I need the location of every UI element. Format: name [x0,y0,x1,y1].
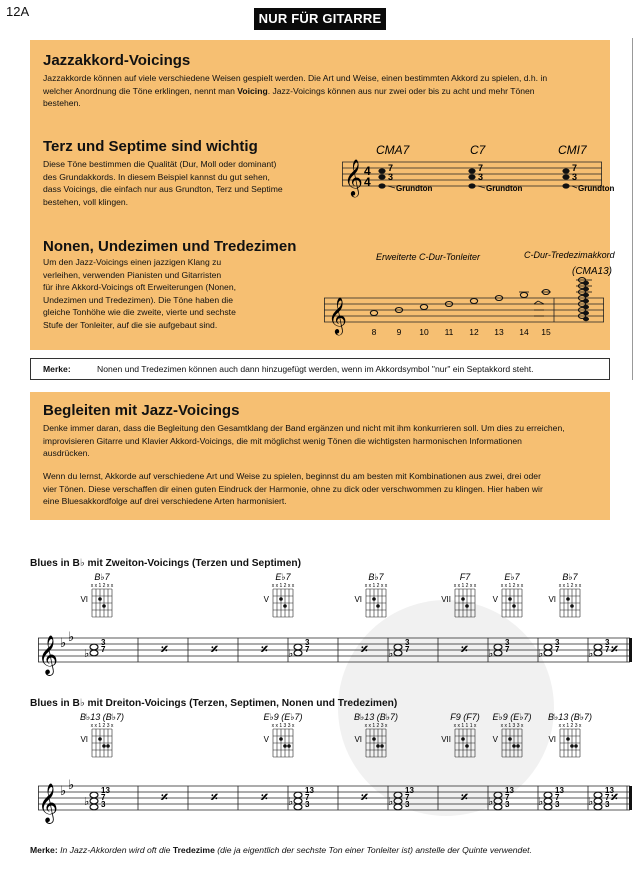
voicings-line-2-post: . Jazz-Voicings können aus nur zwei oder bis zu acht und mehr Tönen [267,85,535,96]
chord-diagram [354,572,387,617]
nonen-line-1: Um den Jazz-Voicings einen jazzigen Klang zu [43,257,222,267]
repeat-measure-icon: 𝄎 [261,641,268,657]
begleiten-paragraph-1 [43,422,608,460]
svg-text:4: 4 [364,175,371,189]
degree-label: 15 [541,327,551,337]
interval-label: 7 [605,793,610,802]
flat-icon: ♭ [538,648,544,660]
repeat-measure-icon: 𝄎 [211,789,218,805]
interval-label: 3 [101,800,106,809]
note-head [594,644,602,650]
note-head [394,644,402,650]
string-markers: x x 1 2 x x [364,583,388,589]
blues2-system [30,712,636,820]
svg-text:4: 4 [364,164,371,178]
terz-line-4: bestehen, voll klingen. [43,196,129,207]
string-markers: x x 1 2 3 x [558,723,582,729]
blues2-title: Blues in B♭ mit Dreiton-Voicings (Terzen, Septimen, Nonen und Tredezimen) [30,698,398,709]
terz-line-2: des Grundakkords. In diesem Beispiel kannst du gut sehen, [43,171,270,182]
treble-clef-icon: 𝄞 [38,784,59,822]
page-edge-rule [632,38,633,380]
voicing-term: Voicing [237,85,268,96]
finger-dot [566,597,570,601]
chord-notes [488,638,510,660]
flat-icon: ♭ [60,783,67,798]
note-head [594,804,602,810]
interval-label: 3 [555,800,560,809]
tredezime-term: Tredezime [172,845,215,855]
interval-label: 7 [505,645,510,654]
chord-diagram [492,712,531,757]
interval-label: 3 [478,172,484,182]
grundton-label: Grundton [578,184,615,193]
chord-name: B♭13 (B♭7) [353,712,399,722]
nonen-line-5: gleiche Tonhöhe wie die zweite, vierte und sechste [43,307,236,318]
chord-name: E♭9 (E♭7) [263,712,303,722]
fret-position: V [492,595,498,604]
footer-merke-label: Merke: [30,845,58,855]
string-markers: x x 1 2 3 x [90,723,114,729]
chord-diagram [354,712,398,757]
chord-name: B♭13 (B♭7) [79,712,125,722]
chord-diagram [493,572,524,617]
finger-dot [376,744,380,748]
nonen-line-3: für ihre Akkord-Voicings oft Erweiterungen (Nonen, [43,282,236,293]
interval-label: 13 [605,786,614,795]
note-head [394,792,402,798]
chord-diagram [441,712,480,757]
begleiten-line: eine Bluesakkordfolge auf drei verschiedene Arten harmonisiert. [43,496,287,507]
note-head [594,798,602,804]
finger-dot [287,744,291,748]
finger-dot [372,597,376,601]
note-head [294,792,302,798]
note-head [494,798,502,804]
chord-name: B♭7 [94,572,110,582]
voicings-line-1: Jazzakkorde können auf viele verschiedene Weisen gespielt werden. Die Art und Weise, einen bestimmten Akkord zu spielen, d.h. in [43,73,548,83]
flat-icon: ♭ [488,796,494,808]
note-head [494,792,502,798]
degree-label: 14 [519,327,529,337]
flat-icon: ♭ [388,648,394,660]
interval-label: 3 [405,800,410,809]
begleiten-line: improvisieren Gitarre und Klavier Akkord-Voicings, die mit möglichst wenig Tönen die wichtigsten harmonischen Informationen [43,435,522,446]
treble-clef-icon: 𝄞 [344,159,363,195]
chord-name: F9 (F7) [450,712,480,722]
degree-label: 8 [371,327,377,337]
interval-label: 3 [305,638,310,647]
note-head [594,792,602,798]
voicings-line-3: bestehen. [43,98,81,109]
interval-label: 7 [605,645,610,654]
finger-dot [465,604,469,608]
flat-icon: ♭ [60,635,67,650]
chord-diagram [80,572,113,617]
note-head [494,644,502,650]
finger-dot [516,744,520,748]
chord-name: E♭7 [504,572,520,582]
flat-icon: ♭ [68,777,75,792]
finger-dot [376,604,380,608]
fret-position: VII [441,595,451,604]
flat-icon: ♭ [84,796,90,808]
grundton-label: Grundton [486,184,523,193]
finger-dot [283,744,287,748]
fret-position: VI [80,735,88,744]
interval-label: 7 [101,645,106,654]
finger-dot [98,597,102,601]
string-markers: x x 1 2 x x [558,583,582,589]
note-head [294,650,302,656]
begleiten-line: Denke immer daran, dass die Begleitung den Gesamtklang der Band ergänzen und nicht mit ihm konkurrieren soll. Um dies zu erreichen, [43,423,565,433]
note-head [544,792,552,798]
repeat-measure-icon: 𝄎 [611,789,618,805]
extended-scale-staff [324,248,615,338]
voicings-line-2-pre: welcher Anordnung die Töne erklingen, nennt man [43,85,238,96]
finger-dot [461,737,465,741]
interval-label: 13 [555,786,564,795]
finger-dot [279,597,283,601]
finger-dot [102,604,106,608]
chord-symbol-cma13: (CMA13) [572,266,613,277]
chord-symbol-cma7: CMA7 [376,143,410,157]
interval-label: 7 [478,163,484,173]
interval-label: 7 [305,645,310,654]
note-head [394,798,402,804]
chord-diagram [441,572,477,617]
string-markers: x x 1 2 x x [453,583,477,589]
finger-dot [570,744,574,748]
note-head [494,650,502,656]
degree-label: 13 [494,327,504,337]
nonen-text [43,256,313,332]
finger-dot [98,737,102,741]
interval-label: 13 [101,786,110,795]
finger-dot [372,737,376,741]
chord-name: B♭7 [368,572,384,582]
repeat-measure-icon: 𝄎 [211,641,218,657]
note-head [90,798,98,804]
interval-label: 3 [572,172,578,182]
chord-diagram [263,712,302,757]
interval-label: 3 [388,172,394,182]
string-markers: x x 1 3 3 x [500,723,524,729]
terz-septime-staff [342,138,615,202]
string-markers: x x 1 1 1 x [453,723,477,729]
blues1-system [30,572,636,674]
fret-position: V [492,735,498,744]
fret-position: VI [548,595,556,604]
nonen-line-2: verleihen, verwenden Pianisten und Gitarristen [43,269,222,280]
string-markers: x x 1 2 x x [90,583,114,589]
fret-position: V [263,595,269,604]
voicings-text [43,72,608,110]
fret-position: VI [80,595,88,604]
repeat-measure-icon: 𝄎 [611,641,618,657]
merke-text: Nonen und Tredezimen können auch dann hinzugefügt werden, wenn im Akkordsymbol "nur" ein Septakkord steht. [97,364,534,374]
note-head [544,804,552,810]
flat-icon: ♭ [84,648,90,660]
finger-dot [283,604,287,608]
interval-label: 3 [101,638,106,647]
terz-line-3: dass Voicings, die einfach nur aus Grundton, Terz und Septime [43,184,283,195]
treble-clef-icon: 𝄞 [328,297,347,333]
flat-icon: ♭ [388,796,394,808]
finger-dot [508,737,512,741]
nonen-line-6: Stufe der Tonleiter, auf die sie aufgebaut sind. [43,319,218,330]
nonen-line-4: Undezimen und Tredezimen). Die Töne haben die [43,294,233,305]
interval-label: 3 [505,638,510,647]
finger-dot [465,744,469,748]
note-head [494,804,502,810]
string-markers: x x 1 3 3 x [271,723,295,729]
fret-position: V [263,735,269,744]
finger-dot [461,597,465,601]
interval-label: 7 [388,163,394,173]
finger-dot [508,597,512,601]
treble-clef-icon: 𝄞 [38,636,59,674]
fret-position: VII [441,735,451,744]
interval-label: 13 [505,786,514,795]
repeat-measure-icon: 𝄎 [461,641,468,657]
begleiten-line: Wenn du lernst, Akkorde auf verschiedene Art und Weise zu spielen, beginnst du am besten mit Kombinationen aus zwei, drei oder [43,471,541,481]
theory-box [30,40,615,350]
fret-position: VI [354,595,362,604]
degree-label: 11 [444,327,454,337]
flat-icon: ♭ [588,796,594,808]
finger-dot [566,737,570,741]
string-markers: x x 1 2 x x [271,583,295,589]
merke-label: Merke: [43,364,71,374]
fret-position: VI [354,735,362,744]
note-head [90,804,98,810]
page-number: 12A [6,4,30,19]
note-head [394,804,402,810]
interval-label: 7 [572,163,578,173]
interval-label: 7 [405,645,410,654]
flat-icon: ♭ [588,648,594,660]
flat-icon: ♭ [488,648,494,660]
repeat-measure-icon: 𝄎 [361,641,368,657]
chord-symbol-c7: C7 [470,143,486,157]
interval-label: 13 [405,786,414,795]
chord-name: B♭13 (B♭7) [547,712,593,722]
chord-name: E♭9 (E♭7) [492,712,532,722]
interval-label: 3 [305,800,310,809]
degree-label: 12 [469,327,479,337]
repeat-measure-icon: 𝄎 [161,641,168,657]
note-head [594,650,602,656]
chord-notes [388,638,410,660]
note-head [294,804,302,810]
degree-label: 10 [419,327,429,337]
merke-note-box [30,358,610,380]
interval-label: 7 [101,793,106,802]
section-title-terz-septime: Terz und Septime sind wichtig [43,138,258,155]
chord-name: F7 [459,572,471,582]
chord-diagram [80,712,124,757]
flat-icon: ♭ [68,629,75,644]
footer-merke [30,845,532,855]
note-head [544,650,552,656]
section-title-voicings: Jazzakkord-Voicings [43,52,191,69]
interval-label: 3 [405,638,410,647]
section-title-nonen: Nonen, Undezimen und Tredezimen [43,238,297,255]
note-head [544,798,552,804]
repeat-measure-icon: 𝄎 [361,789,368,805]
flat-icon: ♭ [538,796,544,808]
finger-dot [106,744,110,748]
note-head [90,650,98,656]
note-head [544,644,552,650]
chord-notes [288,638,310,660]
flat-icon: ♭ [288,796,294,808]
interval-label: 3 [505,800,510,809]
tredezim-chord-label: C-Dur-Tredezimakkord [524,250,615,260]
chord-name: E♭7 [275,572,291,582]
note-head [294,644,302,650]
header-badge: NUR FÜR GITARRE [254,8,386,30]
chord-symbol-cmi7: CMI7 [558,143,587,157]
section-title-begleiten: Begleiten mit Jazz-Voicings [43,402,240,419]
finger-dot [279,737,283,741]
accompaniment-box [30,392,610,520]
interval-label: 7 [405,793,410,802]
scale-label: Erweiterte C-Dur-Tonleiter [376,252,481,262]
note-head [294,798,302,804]
degree-label: 9 [396,327,402,337]
begleiten-line: ausdrücken. [43,448,90,459]
finger-dot [574,744,578,748]
interval-label: 3 [605,800,610,809]
begleiten-paragraph-2 [43,470,608,508]
interval-label: 7 [555,793,560,802]
interval-label: 3 [605,638,610,647]
finger-dot [380,744,384,748]
fret-position: VI [548,735,556,744]
voicings-line-2 [43,85,608,98]
finger-dot [512,604,516,608]
begleiten-line: vier Tönen. Diese verschaffen dir einen guten Eindruck der Harmonie, ohne zu dick oder verschwommen zu klingen. Hier haben wir [43,483,543,494]
chord-name: B♭7 [562,572,578,582]
finger-dot [102,744,106,748]
repeat-measure-icon: 𝄎 [461,789,468,805]
terz-septime-text [43,158,343,208]
chord-diagram [264,572,295,617]
string-markers: x x 1 2 x x [500,583,524,589]
chord-notes [84,638,106,660]
grundton-label: Grundton [396,184,433,193]
repeat-measure-icon: 𝄎 [261,789,268,805]
interval-label: 7 [555,645,560,654]
interval-label: 7 [305,793,310,802]
interval-label: 7 [505,793,510,802]
string-markers: x x 1 2 3 x [364,723,388,729]
terz-line-1: Diese Töne bestimmen die Qualität (Dur, Moll oder dominant) [43,159,277,169]
footer-text-post: (die ja eigentlich der sechste Ton einer Tonleiter ist) anstelle der Quinte verwendet. [214,845,532,855]
chord-diagram [548,712,592,757]
finger-dot [512,744,516,748]
flat-icon: ♭ [288,648,294,660]
repeat-measure-icon: 𝄎 [161,789,168,805]
chord-notes [588,638,610,660]
interval-label: 13 [305,786,314,795]
chord-notes [538,638,560,660]
footer-text-pre: In Jazz-Akkorden wird oft die [57,845,173,855]
finger-dot [570,604,574,608]
interval-label: 3 [555,638,560,647]
note-head [394,650,402,656]
blues1-title: Blues in B♭ mit Zweiton-Voicings (Terzen und Septimen) [30,558,302,569]
note-head [90,792,98,798]
chord-diagram [548,572,581,617]
note-head [90,644,98,650]
